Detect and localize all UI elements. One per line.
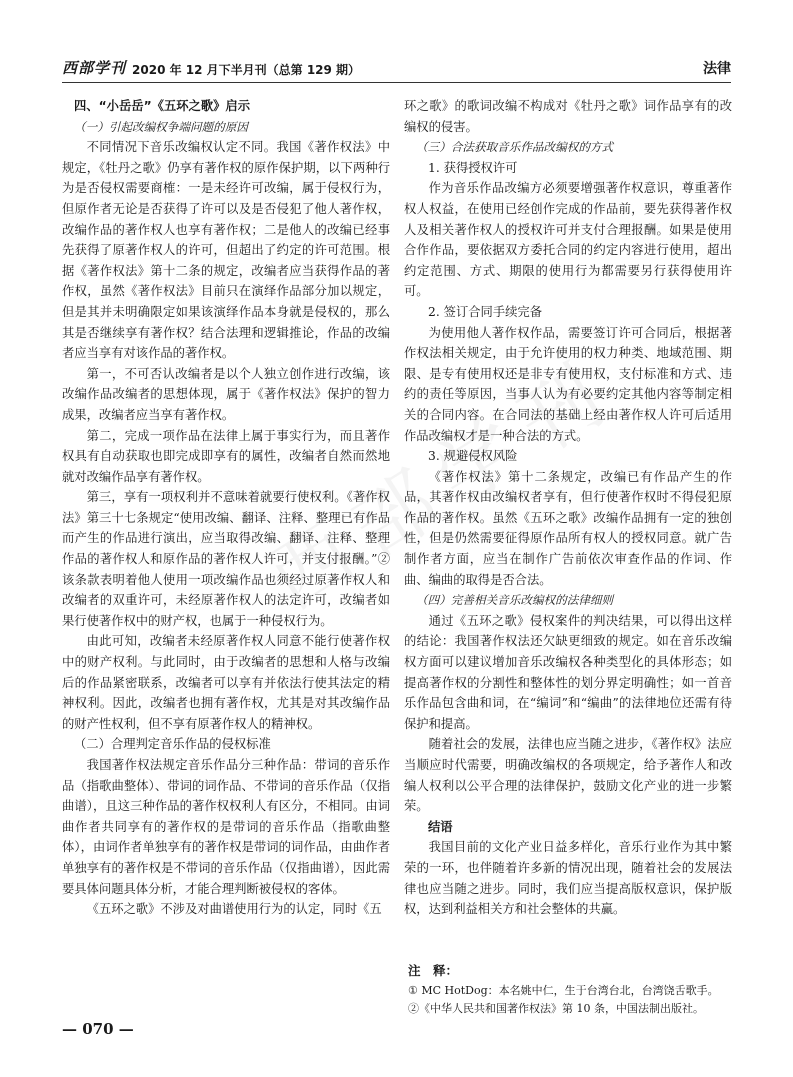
- paragraph: 作为音乐作品改编方必须要增强著作权意识，尊重著作权人权益，在使用已经创作完成的作品前，要先获得著作权人及相关著作权人的授权许可并支付合理报酬。如果是使用合作作品，要依据双方委托合同的约定内容进行使用，超出约定范围、方式、期限的使用行为都需要另行获得使用许可。: [404, 181, 732, 299]
- section-label: 法律: [703, 61, 731, 77]
- paragraph: 为使用他人著作权作品，需要签订许可合同后，根据著作权法相关规定，由于允许使用的权力种类、地域范围、期限、是专有使用权还是非专有使用权，支付标准和方式、违约的责任等原因，当事人认为有必要约定其他内容等制定相关的合同内容。在合同法的基础上经由著作权人许可后适用作品改编权才是一种合法的方式。: [404, 325, 732, 443]
- right-column: [404, 96, 732, 956]
- paragraph: 第二，完成一项作品在法律上属于事实行为，而且著作权具有自动获取也即完成即享有的属性，改编者自然而然地就对改编作品享有著作权。: [62, 428, 390, 484]
- subsection-heading: （一）引起改编权争端问题的原因: [74, 119, 248, 134]
- subsection-heading: （四）完善相关音乐改编权的法律细则: [416, 593, 614, 608]
- page-number: — 070 —: [62, 1020, 134, 1038]
- footnotes: [408, 962, 733, 1018]
- paragraph: 第三，享有一项权利并不意味着就要行使权利。《著作权法》第三十七条规定“使用改编、翻译、注释、整理已有作品而产生的作品进行演出，应当取得改编、翻译、注释、整理作品的著作权人和原作品的著作权人许可，并支付报酬。”②该条款表明着他人使用一项改编作品也须经过原著作权人和改编者的双重许可，未经原著作权人的法定许可，改编者如果行使著作权中的财产权，也属于一种侵权行为。: [62, 490, 390, 628]
- journal-logo: 西部学刊: [62, 59, 127, 77]
- subsection-heading: （二）合理判定音乐作品的侵权标准: [74, 737, 271, 752]
- page-header: [62, 56, 731, 83]
- section-heading: 四、“小岳岳”《五环之歌》启示: [74, 99, 251, 113]
- subsection-heading: （三）合法获取音乐作品改编权的方式: [416, 140, 614, 155]
- paragraph: 不同情况下音乐改编权认定不同。我国《著作权法》中规定，《牡丹之歌》仍享有著作权的原作保护期，以下两种行为是否侵权需要商榷：一是未经许可改编，属于侵权行为，但原作者无论是否获得了许可以及是否侵犯了他人著作权，改编作品的著作权人也享有著作权；二是他人的改编已经事先获得了原著作权人的许可，但超出了约定的许可范围。根据《著作权法》第十二条的规定，改编者应当获得作品的著作权，虽然《著作权法》目前只在演绎作品部分加以规定，但是其并未明确限定如果该演绎作品本身就是侵权的，那么其是否继续享有著作权？结合法理和逻辑推论，作品的改编者应当享有对该作品的著作权。: [62, 140, 390, 361]
- paragraph: 我国目前的文化产业日益多样化，音乐行业作为其中繁荣的一环，也伴随着许多新的情况出现，随着社会的发展法律也应当随之进步。同时，我们应当提高版权意识，保护版权，达到利益相关方和社会整体的共赢。: [404, 840, 732, 917]
- header-left: [62, 57, 360, 82]
- item-heading: 3. 规避侵权风险: [428, 449, 518, 464]
- paragraph: 由此可知，改编者未经原著作权人同意不能行使著作权中的财产权利。与此同时，由于改编者的思想和人格与改编后的作品紧密联系，改编者可以享有并依法行使其法定的精神权利。因此，改编者也拥有著作权，尤其是对其改编作品的财产性权利，但不享有原著作权人的精神权。: [62, 634, 390, 731]
- article-body: [62, 96, 732, 956]
- paragraph: 《著作权法》第十二条规定，改编已有作品产生的作品，其著作权由改编权者享有，但行使著作权时不得侵犯原作品的著作权。虽然《五环之歌》改编作品拥有一定的独创性，但是仍然需要征得原作品所有权人的授权同意。就广告制作者方面，应当在制作广告前依次审查作品的作词、作曲、编曲的取得是否合法。: [404, 469, 732, 587]
- issue-label: 2020 年 12 月下半月刊（总第 129 期）: [132, 63, 361, 77]
- left-column: [62, 96, 390, 956]
- paragraph: 我国著作权法规定音乐作品分三种作品：带词的音乐作品（指歌曲整体）、带词的词作品、不带词的音乐作品（仅指曲谱），且这三种作品的著作权权利人有区分，不相同。由词曲作者共同享有的著作权的是带词的音乐作品（指歌曲整体），由词作者单独享有的著作权是带词的词作品，由曲作者单独享有的著作权是不带词的音乐作品（仅指曲谱），因此需要具体问题具体分析，才能合理判断被侵权的客体。: [62, 758, 390, 896]
- paragraph: 随着社会的发展，法律也应当随之进步，《著作权》法应当顺应时代需要，明确改编权的各项规定，给予著作人和改编人权利以公平合理的法律保护，鼓励文化产业的进一步繁荣。: [404, 737, 732, 814]
- paragraph: 环之歌》的歌词改编不构成对《牡丹之歌》词作品享有的改编权的侵害。: [404, 99, 732, 134]
- item-heading: 2. 签订合同手续完备: [428, 304, 543, 319]
- footnote-2: ②《中华人民共和国著作权法》第 10 条，中国法制出版社。: [408, 1002, 704, 1015]
- paragraph: 第一，不可否认改编者是以个人独立创作进行改编，该改编作品改编者的思想体现，属于《著作权法》保护的智力成果，改编者应当享有著作权。: [62, 366, 390, 422]
- conclusion-heading: 结语: [428, 819, 453, 834]
- footnotes-title: 注 释：: [408, 963, 459, 978]
- item-heading: 1. 获得授权许可: [428, 160, 518, 175]
- paragraph: 《五环之歌》不涉及对曲谱使用行为的认定，同时《五: [86, 902, 382, 917]
- paragraph: 通过《五环之歌》侵权案件的判决结果，可以得出这样的结论：我国著作权法还欠缺更细致的规定。如在音乐改编权方面可以建议增加音乐改编权各种类型化的具体形态；如提高著作权的分割性和整体性的划分界定明确性；如一首音乐作品包含曲和词，在“编词”和“编曲”的法律地位还需有待保护和提高。: [404, 613, 732, 731]
- footnote-1: ① MC HotDog：本名姚中仁，生于台湾台北，台湾饶舌歌手。: [408, 984, 719, 997]
